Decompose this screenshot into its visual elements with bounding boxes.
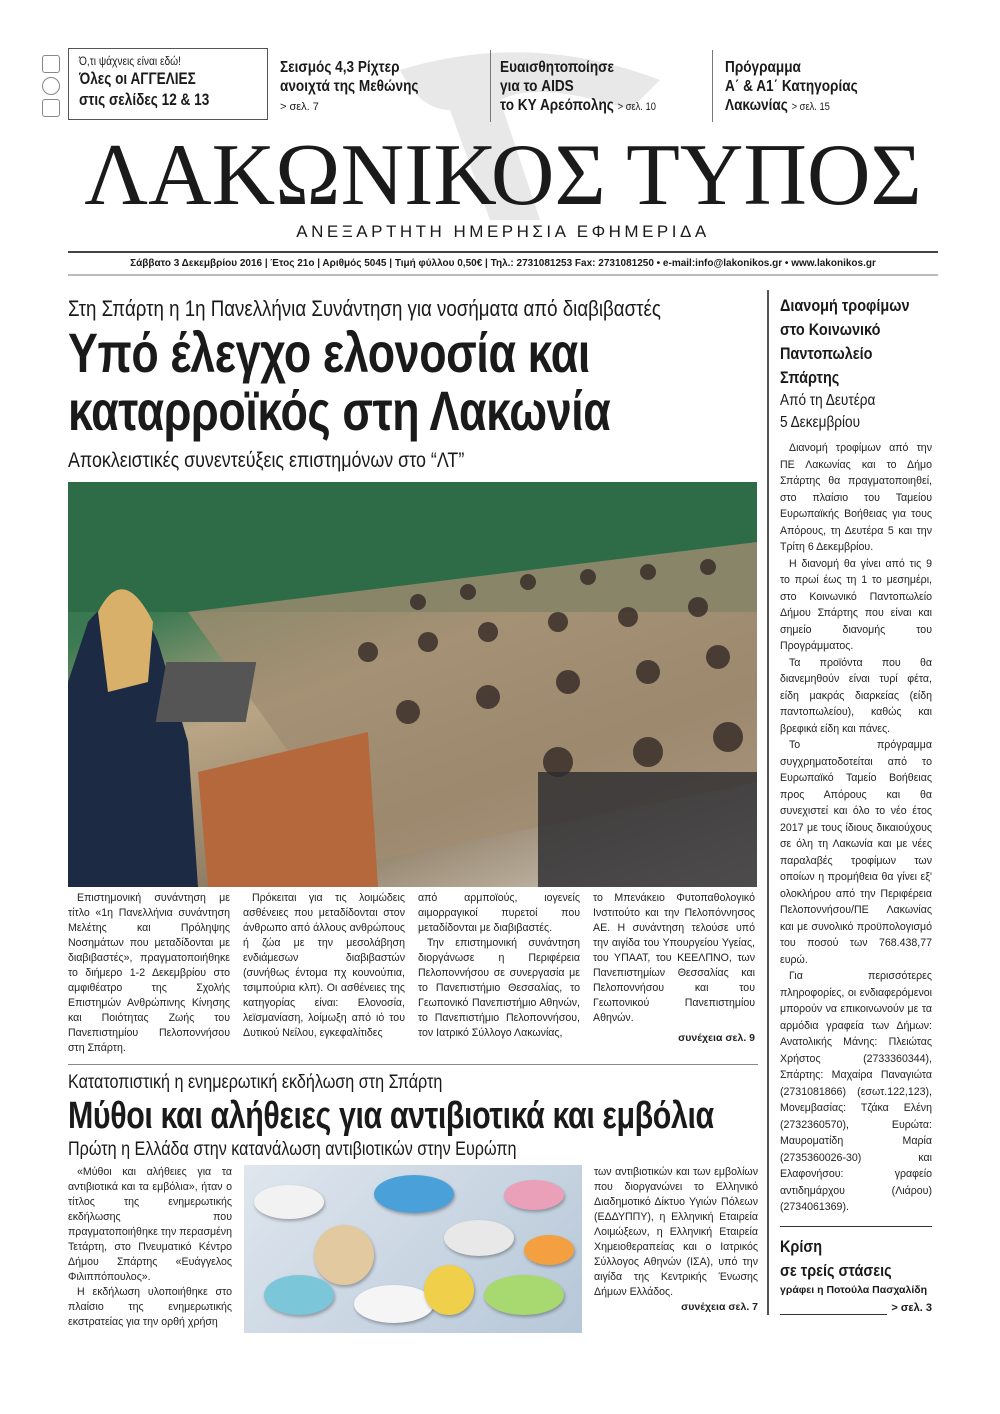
rule — [780, 1303, 887, 1315]
second-kicker: Κατατοπιστική η ενημερωτική εκδήλωση στη Σπάρτη — [68, 1072, 443, 1093]
issue-info-bar: Σάββατο 3 Δεκεμβρίου 2016 | Έτος 21ο | Αριθμός 5045 | Τιμή φύλλου 0,50€ | Τηλ.: 2731081253 Fax: 2731081250 • e-mail:info@lakonikos.gr • www.lakonikos.gr — [68, 251, 938, 276]
lead-column-3 — [418, 891, 580, 1041]
sidebar-article — [780, 294, 932, 1216]
lead-columns — [68, 891, 758, 1056]
paragraph: Για περισσότερες πληροφορίες, οι ενδιαφερόμενοι μπορούν να επικοινωνούν με τα αρμόδια γραφεία των Δήμων: Ανατολικής Μάνης: Πλειώτας Χρήστος (2733360344), Σπάρτης: Μαχαίρα Παναγιώτα (2731081866) (εσωτ.122,123), Μονεμβασίας: Τζάκα Ελένη (2732360570), Ευρώτα: Μαυροματίδη Μαρία (2735360026-30) και Ελαφονήσου: γραφείο αντιδημάρχου (Λιάρου) (2734061369). — [780, 970, 932, 1213]
second-columns — [68, 1165, 758, 1333]
paragraph: Η διανομή θα γίνει από τις 9 το πρωί έως τη 1 το μεσημέρι, στο Κοινωνικό Παντοπωλείο Δήμου Σπάρτης που είναι και σημείο διανομής του Προγράμματος. — [780, 557, 932, 652]
lead-subhead: Αποκλειστικές συνεντεύξεις επιστημόνων στο “ΛΤ” — [68, 449, 465, 472]
sidebar-headline[interactable]: Σπάρτης — [780, 368, 840, 387]
teaser-page: > σελ. 7 — [280, 101, 319, 113]
lead-column-2 — [243, 891, 405, 1041]
second-headline[interactable]: Μύθοι και αλήθειες για αντιβιοτικά και εμβόλια — [68, 1095, 714, 1137]
teaser-page: > σελ. 10 — [617, 101, 656, 113]
teaser-1[interactable] — [280, 58, 480, 117]
certification-logos — [42, 55, 62, 130]
second-subhead: Πρώτη η Ελλάδα στην κατανάλωση αντιβιοτικών στην Ευρώπη — [68, 1139, 517, 1160]
paragraph: των αντιβιοτικών και των εμβολίων που διοργανώνει το Ελληνικό Διαδημοτικό Δίκτυο Υγιών Πόλεων (ΕΔΔΥΠΠΥ), η Ελληνική Εταιρεία Λοιμώξεων, η Ελληνική Εταιρεία Χημειοθεραπείας και ο Ιατρικός Σύλλογος Αθηνών (ΙΣΑ), υπό την αιγίδα της Κεντρικής Ένωσης Δήμων Ελλάδος. — [594, 1166, 758, 1298]
teaser-line: για το AIDS — [500, 78, 574, 95]
divider — [68, 1064, 758, 1065]
column-title: σε τρείς στάσεις — [780, 1260, 892, 1280]
column-title: Κρίση — [780, 1236, 823, 1256]
lead-column-1 — [68, 891, 230, 1056]
ad-box-pages: στις σελίδες 12 & 13 — [79, 90, 210, 109]
continued-link[interactable]: συνέχεια σελ. 9 — [678, 1032, 755, 1044]
teaser-3[interactable] — [725, 58, 930, 117]
sidebar-subtitle: Από τη Δευτέρα — [780, 392, 876, 409]
logo-icon — [42, 55, 60, 73]
ad-box-title: Όλες οι ΑΓΓΕΛΙΕΣ — [79, 69, 196, 88]
lead-column-4 — [593, 891, 755, 1046]
sidebar — [780, 294, 932, 1315]
sidebar-divider — [767, 290, 769, 1315]
teaser-line: Πρόγραμμα — [725, 59, 801, 76]
teaser-line: το ΚΥ Αρεόπολης — [500, 97, 614, 114]
paragraph: Την επιστημονική συνάντηση διοργάνωσε η Περιφέρεια Πελοποννήσου σε συνεργασία με το Πανεπιστήμιο Θεσσαλίας, το Γεωπονικό Πανεπιστήμιο Αθηνών, το Πανεπιστήμιο Πελοποννήσου, τον Ιατρικό Σύλλογο Λακωνίας, — [418, 937, 580, 1039]
sidebar-subtitle: 5 Δεκεμβρίου — [780, 414, 861, 431]
sidebar-headline[interactable]: στο Κοινωνικό — [780, 320, 881, 339]
divider — [490, 50, 491, 122]
teaser-line: Λακωνίας — [725, 97, 788, 114]
lead-headline[interactable]: καταρροϊκός στη Λακωνία — [68, 379, 611, 442]
second-column-left — [68, 1165, 232, 1330]
paragraph: Η εκδήλωση υλοποιήθηκε στο πλαίσιο της ενημερωτικής εκστρατείας για την ορθή χρήση — [68, 1286, 232, 1328]
paragraph: Διανομή τροφίμων από την ΠΕ Λακωνίας και το Δήμο Σπάρτης θα πραγματοποιηθεί, στο πλαίσιο του Ταμείου Ευρωπαϊκής Βοήθειας για τους Απόρους, τη Δευτέρα 5 και την Τρίτη 6 Δεκεμβρίου. — [780, 442, 932, 553]
photo-illustration — [68, 482, 757, 887]
divider — [712, 50, 713, 122]
sidebar-body — [780, 440, 932, 1216]
column-byline: γράφει η Ποτούλα Πασχαλίδη — [780, 1283, 928, 1296]
pills-photo — [244, 1165, 582, 1333]
divider — [780, 1226, 932, 1227]
paragraph: «Μύθοι και αλήθειες για τα αντιβιοτικά και τα εμβόλια», ήταν ο τίτλος της ενημερωτικής εκδήλωσης που πραγματοποιήθηκε την περασμένη Τετάρτη, στο Πνευματικό Κέντρο Δήμου Σπάρτης «Ευάγγελος Φιλιππόπουλος». — [68, 1166, 232, 1283]
teaser-line: Σεισμός 4,3 Ρίχτερ — [280, 59, 400, 76]
teaser-line: ανοιχτά της Μεθώνης — [280, 78, 419, 95]
teaser-page: > σελ. 15 — [791, 101, 830, 113]
lead-kicker: Στη Σπάρτη η 1η Πανελλήνια Συνάντηση για νοσήματα από διαβιβαστές — [68, 296, 661, 321]
continued-link[interactable]: συνέχεια σελ. 7 — [681, 1301, 758, 1313]
opinion-column-teaser[interactable] — [780, 1235, 932, 1315]
ad-box-tagline: Ό,τι ψάχνεις είναι εδώ! — [79, 54, 181, 68]
classifieds-box[interactable] — [68, 48, 268, 120]
logo-icon — [42, 99, 60, 117]
paragraph: από αρμποϊούς, ιογενείς αιμορραγικοί πυρετοί που μεταδίδονται με διαβιβαστές. — [418, 892, 580, 934]
sidebar-headline[interactable]: Παντοπωλείο — [780, 344, 873, 363]
teaser-line: Α΄ & Α1΄ Κατηγορίας — [725, 78, 858, 95]
masthead-tagline: ΑΝΕΞΑΡΤΗΤΗ ΗΜΕΡΗΣΙΑ ΕΦΗΜΕΡΙΔΑ — [296, 222, 710, 241]
sidebar-headline[interactable]: Διανομή τροφίμων — [780, 296, 910, 315]
teaser-2[interactable] — [500, 58, 705, 117]
paragraph: Πρόκειται για τις λοιμώδεις ασθένειες που μεταδίδονται στον άνθρωπο από άλλους ανθρώπους ή ζώα με την μεσολάβηση ενδιάμεσων διαβιβαστών (συνήθως έντομα πχ κουνούπια, τσιμπούρια κλπ). Οι ασθένειες της κατηγορίας είναι: Ελονοσία, λεϊσμανίαση, λοίμωξη από ιό του Δυτικού Νείλου, εγκεφαλίτιδες — [243, 892, 405, 1039]
masthead-title: ΛΑΚΩΝΙΚΟΣ ΤΥΠΟΣ — [84, 127, 922, 224]
lead-headline[interactable]: Υπό έλεγχο ελονοσία και — [68, 321, 590, 384]
main-column — [68, 296, 758, 1333]
seal-icon — [42, 77, 60, 95]
paragraph: Το πρόγραμμα συγχρηματοδοτείται από το Ευρωπαϊκό Ταμείο Βοήθειας προς Απόρους και θα συνεχιστεί και όλο το νέο έτος 2017 με τους ίδιους δικαιούχους σε όλη τη Λακωνία και με νέες παραλαβές τροφίμων των οποίων η προμήθεια θα γίνει εξ' ολοκλήρου από την Περιφέρεια Πελοποννήσου/ΠΕ Λακωνίας και με συνολικό προϋπολογισμό του ποσού των 768.438,77 ευρώ. — [780, 739, 932, 966]
paragraph: Τα προϊόντα που θα διανεμηθούν είναι τυρί φέτα, είδη μακράς διαρκείας (είδη παντοπωλείου), καθώς και βρεφικά είδη και πάνες. — [780, 656, 932, 735]
conference-photo — [68, 482, 757, 887]
teaser-line: Ευαισθητοποίησε — [500, 59, 614, 76]
paragraph: το Μπενάκειο Φυτοπαθολογικό Ινστιτούτο και την Πελοπόννησος ΑΕ. Η συνάντηση τελούσε υπό την αιγίδα του Υπουργείου Υγείας, του ΥΠΑΑΤ, του ΚΕΕΛΠΝΟ, των Πανεπιστημίων Θεσσαλίας και Πελοποννήσου και του Γεωπονικού Πανεπιστημίου Αθηνών. — [593, 892, 755, 1024]
paragraph: Επιστημονική συνάντηση με τίτλο «1η Πανελλήνια συνάντηση Μελέτης και Πρόληψης Νοσημάτων που μεταδίδονται με διαβιβαστές», πραγματοποιήθηκε το διήμερο 1-2 Δεκεμβρίου στο αμφιθέατρο της Σχολής Επιστημών Ανθρώπινης Κίνησης και Ποιότητας Ζωής του Πανεπιστημίου Πελοποννήσου στη Σπάρτη. — [68, 892, 230, 1054]
column-page: > σελ. 3 — [891, 1301, 932, 1314]
second-column-right — [594, 1165, 758, 1315]
